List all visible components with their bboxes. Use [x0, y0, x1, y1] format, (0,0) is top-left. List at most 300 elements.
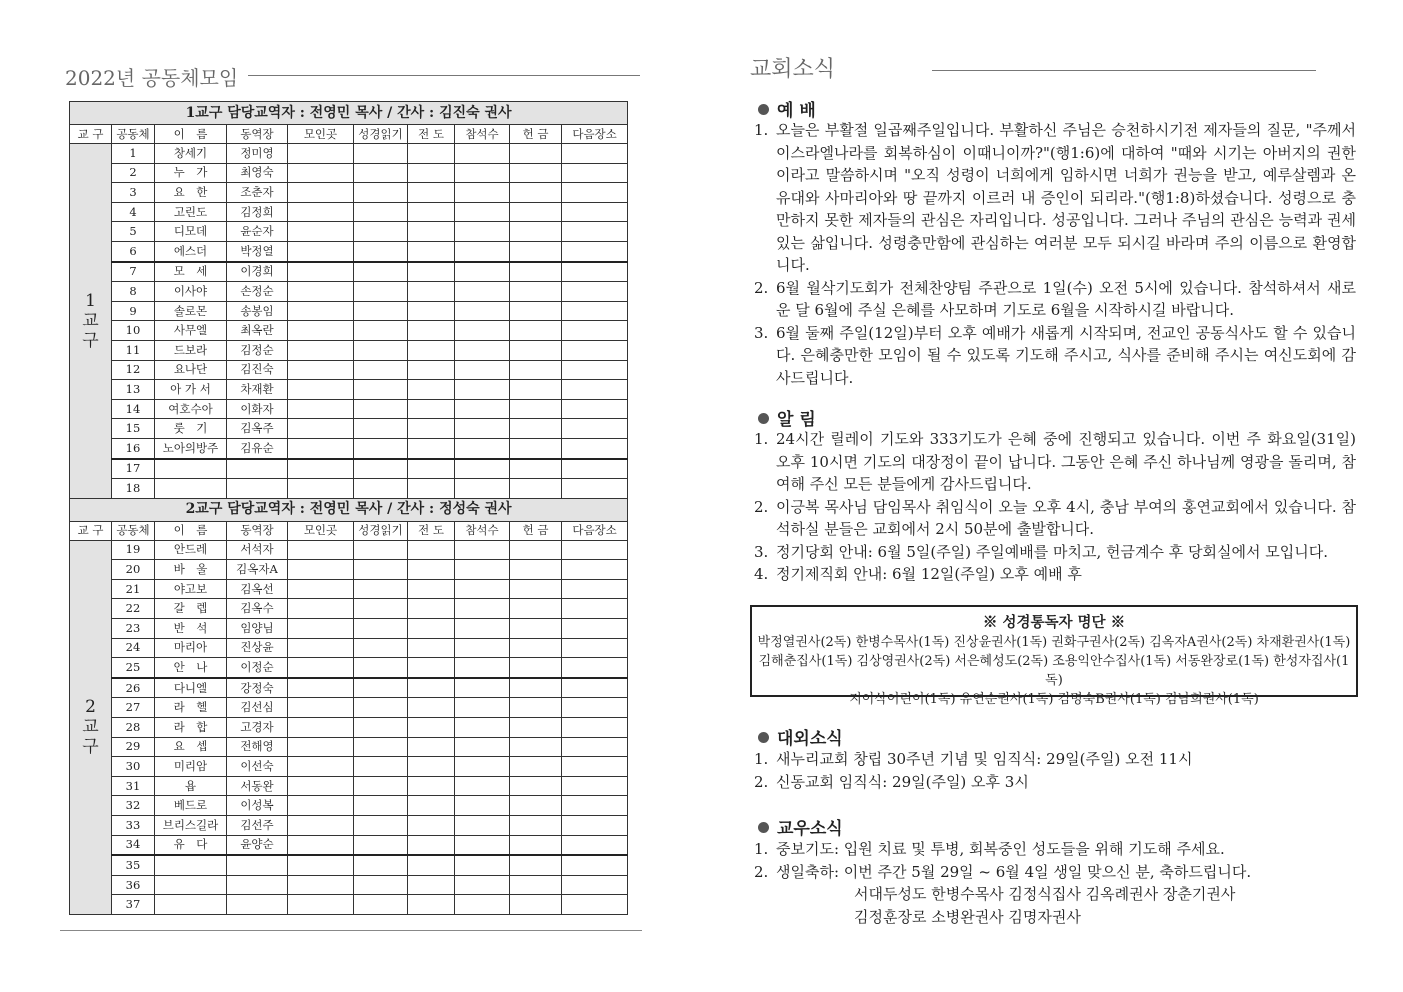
- empty-cell: [562, 619, 628, 639]
- group-number: 12: [112, 360, 155, 380]
- table-row: [70, 678, 628, 698]
- leader-name: 이성복: [227, 796, 288, 816]
- item-number: 4.: [754, 565, 769, 583]
- bible-box-line: 지이삭어린이(1독) 유연순권사(1독) 김명숙B권사(1독) 김남희권사(1독): [849, 692, 1259, 707]
- group-name: 모 세: [155, 262, 227, 282]
- empty-cell: [562, 340, 628, 360]
- table-row: [70, 183, 628, 203]
- leader-name: 차재환: [227, 380, 288, 400]
- empty-cell: [510, 855, 562, 875]
- empty-cell: [408, 340, 455, 360]
- group-number: 13: [112, 380, 155, 400]
- group-number: 1: [112, 144, 155, 164]
- empty-cell: [408, 835, 455, 855]
- item-text: 정기당회 안내: 6월 5일(주일) 주일예배를 마치고, 헌금계수 후 당회실에서 모입니다.: [776, 542, 1328, 561]
- empty-cell: [354, 796, 408, 816]
- empty-cell: [288, 479, 354, 499]
- group-number: 16: [112, 438, 155, 458]
- column-header: 공동체: [112, 521, 155, 540]
- group-name: 여호수아: [155, 399, 227, 419]
- empty-cell: [288, 658, 354, 678]
- empty-cell: [455, 579, 510, 599]
- group-name: 사무엘: [155, 321, 227, 341]
- group-name: 라 합: [155, 718, 227, 738]
- empty-cell: [455, 638, 510, 658]
- group-name: 라 헬: [155, 698, 227, 718]
- item-text: 24시간 릴레이 기도와 333기도가 은혜 중에 진행되고 있습니다. 이번 주 화요일(31일) 오후 10시면 기도의 대장정이 끝이 납니다. 그동안 은혜 주신 하나님께 영광을 돌리며, 참여해 주신 모든 분들에게 감사드립니다.: [776, 430, 1356, 493]
- empty-cell: [562, 895, 628, 915]
- empty-cell: [288, 895, 354, 915]
- group-number: 5: [112, 222, 155, 242]
- table-row: [70, 855, 628, 875]
- district-label-char: 구: [82, 737, 99, 758]
- empty-cell: [455, 776, 510, 796]
- district-header-row: [70, 498, 628, 521]
- group-number: 10: [112, 321, 155, 341]
- empty-cell: [455, 757, 510, 777]
- group-number: 6: [112, 241, 155, 261]
- empty-cell: [408, 599, 455, 619]
- leader-name: 김진숙: [227, 360, 288, 380]
- leader-name: 최옥란: [227, 321, 288, 341]
- empty-cell: [354, 301, 408, 321]
- leader-name: 손정순: [227, 282, 288, 302]
- empty-cell: [562, 144, 628, 164]
- empty-cell: [288, 360, 354, 380]
- left-page: [60, 60, 640, 90]
- empty-cell: [562, 241, 628, 261]
- empty-cell: [408, 380, 455, 400]
- table-row: [70, 399, 628, 419]
- empty-cell: [562, 776, 628, 796]
- table-row: [70, 479, 628, 499]
- table-row: [70, 776, 628, 796]
- empty-cell: [288, 835, 354, 855]
- empty-cell: [354, 202, 408, 222]
- empty-cell: [562, 380, 628, 400]
- item-text: 6월 둘째 주일(12일)부터 오후 예배가 새롭게 시작되며, 전교인 공동식사도 할 수 있습니다. 은혜충만한 모임이 될 수 있도록 기도해 주시고, 식사를 준비해 주시는 여신도회에 감사드립니다.: [776, 323, 1356, 387]
- group-name: 바 울: [155, 560, 227, 580]
- leader-name: 최영숙: [227, 163, 288, 183]
- table-row: [70, 796, 628, 816]
- empty-cell: [288, 599, 354, 619]
- leader-name: 송봉임: [227, 301, 288, 321]
- empty-cell: [562, 737, 628, 757]
- column-header: 이 름: [155, 521, 227, 540]
- item-number: 2.: [754, 862, 769, 881]
- table-row: [70, 360, 628, 380]
- list-item: [754, 119, 1356, 277]
- empty-cell: [455, 163, 510, 183]
- district-label: [70, 540, 112, 914]
- item-number: 1.: [754, 121, 769, 139]
- empty-cell: [408, 163, 455, 183]
- group-number: 35: [112, 855, 155, 875]
- leader-name: 김선주: [227, 816, 288, 836]
- empty-cell: [510, 262, 562, 282]
- empty-cell: [408, 540, 455, 560]
- empty-cell: [354, 540, 408, 560]
- bible-reader-box: [750, 605, 1358, 707]
- empty-cell: [408, 619, 455, 639]
- column-header-row: [70, 125, 628, 144]
- empty-cell: [288, 241, 354, 261]
- empty-cell: [354, 340, 408, 360]
- empty-cell: [288, 875, 354, 895]
- empty-cell: [288, 419, 354, 439]
- empty-cell: [510, 540, 562, 560]
- table-row: [70, 638, 628, 658]
- empty-cell: [288, 262, 354, 282]
- empty-cell: [288, 321, 354, 341]
- empty-cell: [455, 380, 510, 400]
- group-name: 노아의방주: [155, 438, 227, 458]
- table-row: [70, 340, 628, 360]
- empty-cell: [354, 560, 408, 580]
- column-header: 이 름: [155, 125, 227, 144]
- empty-cell: [408, 776, 455, 796]
- empty-cell: [408, 579, 455, 599]
- empty-cell: [288, 399, 354, 419]
- group-name: [155, 875, 227, 895]
- empty-cell: [562, 183, 628, 203]
- empty-cell: [510, 638, 562, 658]
- empty-cell: [510, 183, 562, 203]
- item-number: 3.: [754, 542, 769, 561]
- empty-cell: [510, 241, 562, 261]
- empty-cell: [354, 399, 408, 419]
- empty-cell: [455, 895, 510, 915]
- group-name: 다니엘: [155, 678, 227, 698]
- group-name: 요 셉: [155, 737, 227, 757]
- empty-cell: [455, 438, 510, 458]
- group-name: 고린도: [155, 202, 227, 222]
- empty-cell: [354, 895, 408, 915]
- item-number: 2.: [754, 772, 769, 791]
- group-number: 30: [112, 757, 155, 777]
- item-number: 1.: [754, 430, 769, 448]
- empty-cell: [354, 816, 408, 836]
- leader-name: 서석자: [227, 540, 288, 560]
- group-number: 29: [112, 737, 155, 757]
- leader-name: 박정열: [227, 241, 288, 261]
- group-number: 2: [112, 163, 155, 183]
- empty-cell: [354, 757, 408, 777]
- district-header-row: [70, 102, 628, 125]
- empty-cell: [510, 163, 562, 183]
- empty-cell: [455, 183, 510, 203]
- column-header: 교 구: [70, 125, 112, 144]
- group-name: 베드로: [155, 796, 227, 816]
- table-row: [70, 757, 628, 777]
- empty-cell: [562, 678, 628, 698]
- column-header: 동역장: [227, 521, 288, 540]
- empty-cell: [510, 835, 562, 855]
- empty-cell: [408, 202, 455, 222]
- news-title: 교회소식: [750, 57, 836, 82]
- worship-heading: 예 배: [758, 96, 816, 121]
- empty-cell: [408, 438, 455, 458]
- empty-cell: [455, 678, 510, 698]
- empty-cell: [354, 875, 408, 895]
- group-number: 36: [112, 875, 155, 895]
- group-number: 19: [112, 540, 155, 560]
- notice-heading: 알 림: [758, 405, 816, 430]
- group-name: 마리아: [155, 638, 227, 658]
- district-label-char: 2: [85, 697, 96, 718]
- empty-cell: [455, 282, 510, 302]
- empty-cell: [354, 282, 408, 302]
- group-name: 유 다: [155, 835, 227, 855]
- group-number: 8: [112, 282, 155, 302]
- table-row: [70, 241, 628, 261]
- district-label-char: 교: [82, 717, 99, 738]
- empty-cell: [510, 718, 562, 738]
- column-header-row: [70, 521, 628, 540]
- empty-cell: [408, 144, 455, 164]
- empty-cell: [408, 560, 455, 580]
- bullet-dot-icon: [758, 732, 769, 743]
- group-name: [155, 459, 227, 479]
- empty-cell: [354, 459, 408, 479]
- empty-cell: [288, 163, 354, 183]
- leader-name: 조춘자: [227, 183, 288, 203]
- empty-cell: [562, 438, 628, 458]
- leader-name: 이화자: [227, 399, 288, 419]
- roster-table: [69, 101, 628, 915]
- table-row: [70, 459, 628, 479]
- empty-cell: [354, 163, 408, 183]
- empty-cell: [408, 360, 455, 380]
- group-name: 미리암: [155, 757, 227, 777]
- empty-cell: [562, 399, 628, 419]
- column-header: 성경읽기: [354, 125, 408, 144]
- empty-cell: [562, 282, 628, 302]
- empty-cell: [288, 202, 354, 222]
- empty-cell: [354, 321, 408, 341]
- group-number: 17: [112, 459, 155, 479]
- empty-cell: [354, 579, 408, 599]
- group-name: 요나단: [155, 360, 227, 380]
- news-title-divider: [932, 70, 1316, 71]
- group-name: 반 석: [155, 619, 227, 639]
- group-number: 14: [112, 399, 155, 419]
- empty-cell: [288, 855, 354, 875]
- empty-cell: [408, 301, 455, 321]
- group-number: 37: [112, 895, 155, 915]
- group-number: 11: [112, 340, 155, 360]
- empty-cell: [354, 698, 408, 718]
- empty-cell: [408, 796, 455, 816]
- leader-name: 이경희: [227, 262, 288, 282]
- empty-cell: [455, 737, 510, 757]
- empty-cell: [288, 301, 354, 321]
- empty-cell: [510, 360, 562, 380]
- empty-cell: [562, 835, 628, 855]
- empty-cell: [562, 599, 628, 619]
- empty-cell: [455, 262, 510, 282]
- column-header: 전 도: [408, 125, 455, 144]
- empty-cell: [354, 262, 408, 282]
- empty-cell: [408, 262, 455, 282]
- empty-cell: [288, 540, 354, 560]
- group-number: 22: [112, 599, 155, 619]
- group-number: 21: [112, 579, 155, 599]
- column-header: 헌 금: [510, 125, 562, 144]
- empty-cell: [455, 875, 510, 895]
- leader-name: 서동완: [227, 776, 288, 796]
- list-item: [754, 277, 1356, 322]
- empty-cell: [288, 698, 354, 718]
- group-name: 야고보: [155, 579, 227, 599]
- column-header: 헌 금: [510, 521, 562, 540]
- empty-cell: [354, 718, 408, 738]
- empty-cell: [408, 638, 455, 658]
- empty-cell: [408, 718, 455, 738]
- empty-cell: [288, 579, 354, 599]
- empty-cell: [354, 438, 408, 458]
- table-row: [70, 380, 628, 400]
- list-item: [754, 322, 1356, 390]
- empty-cell: [408, 222, 455, 242]
- group-number: 7: [112, 262, 155, 282]
- column-header: 교 구: [70, 521, 112, 540]
- table-row: [70, 560, 628, 580]
- leader-name: 고경자: [227, 718, 288, 738]
- empty-cell: [562, 579, 628, 599]
- empty-cell: [354, 638, 408, 658]
- list-item: [754, 861, 1356, 884]
- empty-cell: [562, 459, 628, 479]
- group-name: 솔로몬: [155, 301, 227, 321]
- leader-name: 김유순: [227, 438, 288, 458]
- empty-cell: [408, 459, 455, 479]
- leader-name: [227, 479, 288, 499]
- empty-cell: [408, 282, 455, 302]
- column-header: 동역장: [227, 125, 288, 144]
- empty-cell: [562, 638, 628, 658]
- group-number: 28: [112, 718, 155, 738]
- table-row: [70, 222, 628, 242]
- leader-name: 진상윤: [227, 638, 288, 658]
- empty-cell: [510, 776, 562, 796]
- column-header: 참석수: [455, 125, 510, 144]
- empty-cell: [510, 796, 562, 816]
- empty-cell: [455, 399, 510, 419]
- table-row: [70, 698, 628, 718]
- group-name: 브리스길라: [155, 816, 227, 836]
- empty-cell: [562, 202, 628, 222]
- empty-cell: [562, 301, 628, 321]
- list-item: [754, 496, 1356, 541]
- group-name: 안 나: [155, 658, 227, 678]
- leader-name: 임양님: [227, 619, 288, 639]
- column-header: 다음장소: [562, 125, 628, 144]
- empty-cell: [562, 875, 628, 895]
- list-item: [754, 563, 1356, 586]
- empty-cell: [408, 658, 455, 678]
- column-header: 모인곳: [288, 521, 354, 540]
- item-text: 6월 월삭기도회가 전체찬양팀 주관으로 1일(수) 오전 5시에 있습니다. 참석하셔서 새로운 달 6월에 주실 은혜를 사모하며 기도로 6월을 시작하시길 바랍니다.: [776, 278, 1356, 319]
- bible-box-line: 김해춘집사(1독) 김상영권사(2독) 서은혜성도(2독) 조용익안수집사(1독) 서동완장로(1독) 한성자집사(1독): [758, 654, 1350, 688]
- empty-cell: [510, 321, 562, 341]
- group-name: 갈 렙: [155, 599, 227, 619]
- table-row: [70, 282, 628, 302]
- group-number: 33: [112, 816, 155, 836]
- group-number: 24: [112, 638, 155, 658]
- empty-cell: [354, 737, 408, 757]
- list-item: [754, 541, 1356, 564]
- empty-cell: [562, 658, 628, 678]
- empty-cell: [455, 459, 510, 479]
- item-number: 1.: [754, 750, 769, 768]
- leader-name: 김선심: [227, 698, 288, 718]
- group-name: 룻 기: [155, 419, 227, 439]
- empty-cell: [288, 816, 354, 836]
- district-label-char: 구: [82, 330, 99, 351]
- table-row: [70, 658, 628, 678]
- item-number: 3.: [754, 323, 769, 342]
- group-name: 에스더: [155, 241, 227, 261]
- empty-cell: [408, 321, 455, 341]
- leader-name: 김옥수: [227, 599, 288, 619]
- empty-cell: [510, 459, 562, 479]
- item-text: 신동교회 임직식: 29일(주일) 오후 3시: [776, 772, 1029, 791]
- empty-cell: [288, 340, 354, 360]
- empty-cell: [455, 222, 510, 242]
- page-title: 2022년 공동체모임: [65, 66, 239, 90]
- group-name: 드보라: [155, 340, 227, 360]
- bible-box-line: 박정열권사(2독) 한병수목사(1독) 진상윤권사(1독) 권화구권사(2독) 김옥자A권사(2독) 차재환권사(1독): [757, 635, 1351, 650]
- empty-cell: [510, 399, 562, 419]
- bible-box-title: ※ 성경통독자 명단 ※: [982, 614, 1126, 631]
- empty-cell: [455, 340, 510, 360]
- group-name: 누 가: [155, 163, 227, 183]
- empty-cell: [510, 144, 562, 164]
- table-row: [70, 835, 628, 855]
- empty-cell: [562, 321, 628, 341]
- leader-name: 김정순: [227, 340, 288, 360]
- empty-cell: [455, 479, 510, 499]
- empty-cell: [408, 241, 455, 261]
- empty-cell: [510, 579, 562, 599]
- members-list: [754, 838, 1356, 928]
- empty-cell: [455, 796, 510, 816]
- group-name: 욥: [155, 776, 227, 796]
- empty-cell: [562, 718, 628, 738]
- empty-cell: [408, 183, 455, 203]
- empty-cell: [455, 360, 510, 380]
- empty-cell: [354, 183, 408, 203]
- list-item: [754, 748, 1356, 771]
- empty-cell: [562, 479, 628, 499]
- item-text: 생일축하: 이번 주간 5월 29일 ~ 6월 4일 생일 맞으신 분, 축하드립니다.: [776, 862, 1252, 881]
- column-header: 공동체: [112, 125, 155, 144]
- table-row: [70, 599, 628, 619]
- empty-cell: [354, 599, 408, 619]
- bottom-divider: [60, 930, 642, 931]
- empty-cell: [354, 144, 408, 164]
- group-name: [155, 479, 227, 499]
- empty-cell: [288, 282, 354, 302]
- leader-name: [227, 855, 288, 875]
- group-number: 15: [112, 419, 155, 439]
- district-label: [70, 144, 112, 499]
- table-row: [70, 718, 628, 738]
- empty-cell: [562, 540, 628, 560]
- worship-list: [754, 119, 1356, 389]
- empty-cell: [288, 183, 354, 203]
